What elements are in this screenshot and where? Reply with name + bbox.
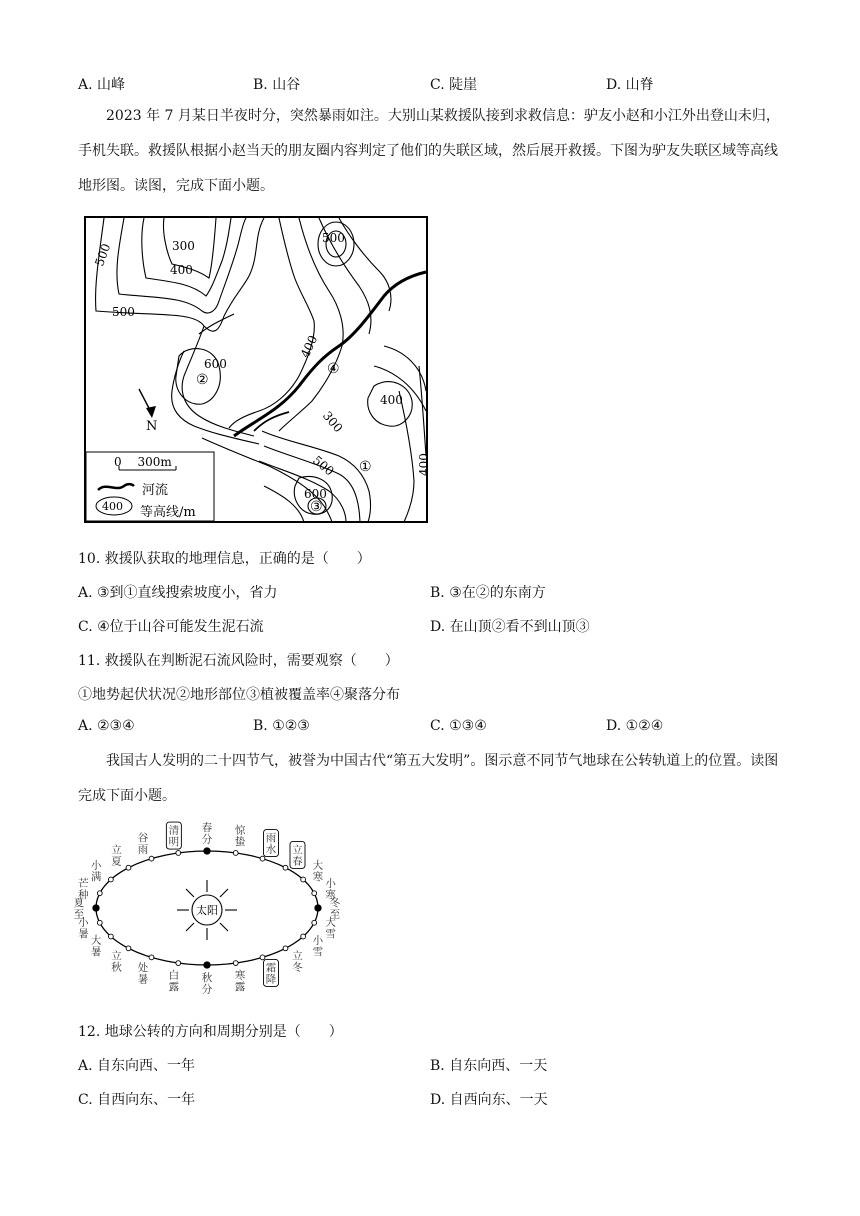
q11-option-d: D. ①②④ [606, 718, 664, 734]
q11-option-a: A. ②③④ [78, 718, 135, 734]
orbit-point [204, 962, 210, 968]
orbit-point [301, 934, 306, 939]
orbit-point [108, 877, 113, 882]
orbit-point [97, 891, 102, 896]
q12-option-a: A. 自东向西、一年 [78, 1058, 196, 1074]
contour-label: 400 [297, 333, 321, 360]
orbit-point [233, 851, 238, 856]
solar-term-label: 清明 [168, 824, 180, 849]
point-label-3: ③ [310, 499, 323, 515]
legend-river: 河流 [142, 483, 169, 498]
contour-label: 500 [322, 231, 345, 245]
q11-option-c: C. ①③④ [430, 718, 487, 734]
solar-term-label: 小满 [90, 859, 102, 883]
passage-1: 2023 年 7 月某日半夜时分，突然暴雨如注。大别山某救援队接到求救信息：驴友小赵和小江外出登山未归，手机失联。救援队根据小赵当天的朋友圈内容判定了他们的失联区域，然后展开救援。下图为驴友失联区域等高线地形图。读图，完成下面小题。 [78, 108, 780, 194]
orbit-point [260, 856, 265, 861]
q10-stem: 10. 救援队获取的地理信息，正确的是（ ） [78, 551, 371, 567]
orbit-point [149, 856, 154, 861]
solar-term-label: 大暑 [90, 934, 102, 958]
solar-term-label: 处暑 [137, 961, 149, 986]
q9-option-d: D. 山脊 [606, 77, 654, 93]
solar-term-label: 立夏 [111, 843, 122, 868]
orbit-point [312, 891, 317, 896]
contour-label: 300 [319, 408, 346, 436]
orbit-point [283, 946, 288, 951]
contour-label: 500 [112, 305, 135, 319]
solar-term-label: 小暑 [78, 916, 89, 940]
map-legend [86, 452, 214, 521]
orbit-point [108, 934, 113, 939]
q11-items: ①地势起伏状况②地形部位③植被覆盖率④聚落分布 [78, 687, 400, 703]
solar-term-label: 惊蛰 [234, 824, 246, 849]
orbit-point [315, 905, 321, 911]
contour-label: 500 [92, 241, 114, 268]
solar-term-label: 夏至 [73, 897, 85, 921]
solar-term-label: 立秋 [111, 950, 122, 974]
solar-term-label: 立冬 [292, 950, 303, 974]
solar-term-label: 秋分 [201, 972, 213, 996]
solar-term-label: 立春 [292, 843, 303, 868]
orbit-point [204, 848, 210, 854]
contour-label: 400 [417, 453, 431, 476]
solar-term-label: 小寒 [325, 877, 336, 902]
orbit-point [176, 851, 181, 856]
contour-label: 600 [204, 357, 227, 371]
orbit-point [126, 946, 131, 951]
solar-term-label: 寒露 [234, 969, 246, 993]
passage-2: 我国古人发明的二十四节气，被誉为中国古代“第五大发明”。图示意不同节气地球在公转轨道上的位置。读图完成下面小题。 [78, 753, 779, 804]
contour-map [84, 216, 429, 524]
q10-option-b: B. ③在②的东南方 [430, 585, 546, 601]
solar-term-label: 大寒 [312, 859, 324, 883]
orbit-point [233, 961, 238, 966]
q12-option-b: B. 自东向西、一天 [430, 1058, 548, 1074]
sun-label: 太阳 [196, 904, 218, 917]
orbit-diagram [72, 812, 344, 1008]
contour-label: 600 [304, 487, 327, 501]
q11-stem: 11. 救援队在判断泥石流风险时，需要观察（ ） [78, 653, 399, 669]
legend-contour-value: 400 [102, 500, 123, 513]
orbit-point [260, 955, 265, 960]
solar-term-label: 白露 [168, 969, 180, 993]
orbit-point [93, 905, 99, 911]
point-label-2: ② [196, 372, 209, 388]
point-label-1: ① [359, 459, 372, 475]
solar-term-label: 芒种 [78, 877, 89, 902]
q12-option-c: C. 自西向东、一年 [78, 1092, 196, 1108]
north-label: N [146, 419, 158, 434]
orbit-point [301, 877, 306, 882]
legend-contour: 等高线/m [140, 505, 196, 520]
solar-term-label: 小雪 [312, 934, 324, 958]
orbit-diagram-svg [72, 812, 344, 1008]
q9-option-c: C. 陡崖 [430, 77, 478, 93]
orbit-point [312, 920, 317, 925]
q9-option-a: A. 山峰 [78, 77, 126, 93]
q10-option-a: A. ③到①直线搜索坡度小，省力 [78, 585, 278, 601]
contour-label: 300 [172, 239, 195, 253]
contour-label: 400 [380, 393, 403, 407]
q9-option-b: B. 山谷 [253, 77, 301, 93]
solar-term-label: 霜降 [265, 961, 277, 986]
contour-map-svg [84, 216, 429, 524]
q12-option-d: D. 自西向东、一天 [430, 1092, 548, 1108]
solar-term-label: 谷雨 [137, 832, 149, 856]
orbit-point [176, 961, 181, 966]
solar-term-label: 大雪 [325, 916, 336, 940]
solar-term-label: 雨水 [265, 832, 277, 856]
q10-option-d: D. 在山顶②看不到山顶③ [430, 619, 590, 635]
q12-stem: 12. 地球公转的方向和周期分别是（ ） [78, 1024, 343, 1040]
q11-option-b: B. ①②③ [253, 718, 310, 734]
solar-term-label: 冬至 [329, 897, 341, 921]
legend-scale: 0 300m [114, 455, 172, 469]
orbit-point [97, 920, 102, 925]
orbit-point [283, 865, 288, 870]
orbit-point [149, 955, 154, 960]
solar-term-label: 春分 [201, 822, 213, 846]
orbit-point [126, 865, 131, 870]
point-label-4: ④ [327, 361, 340, 377]
contour-label: 400 [170, 263, 193, 277]
contour-label: 500 [310, 453, 337, 479]
q10-option-c: C. ④位于山谷可能发生泥石流 [78, 619, 264, 635]
